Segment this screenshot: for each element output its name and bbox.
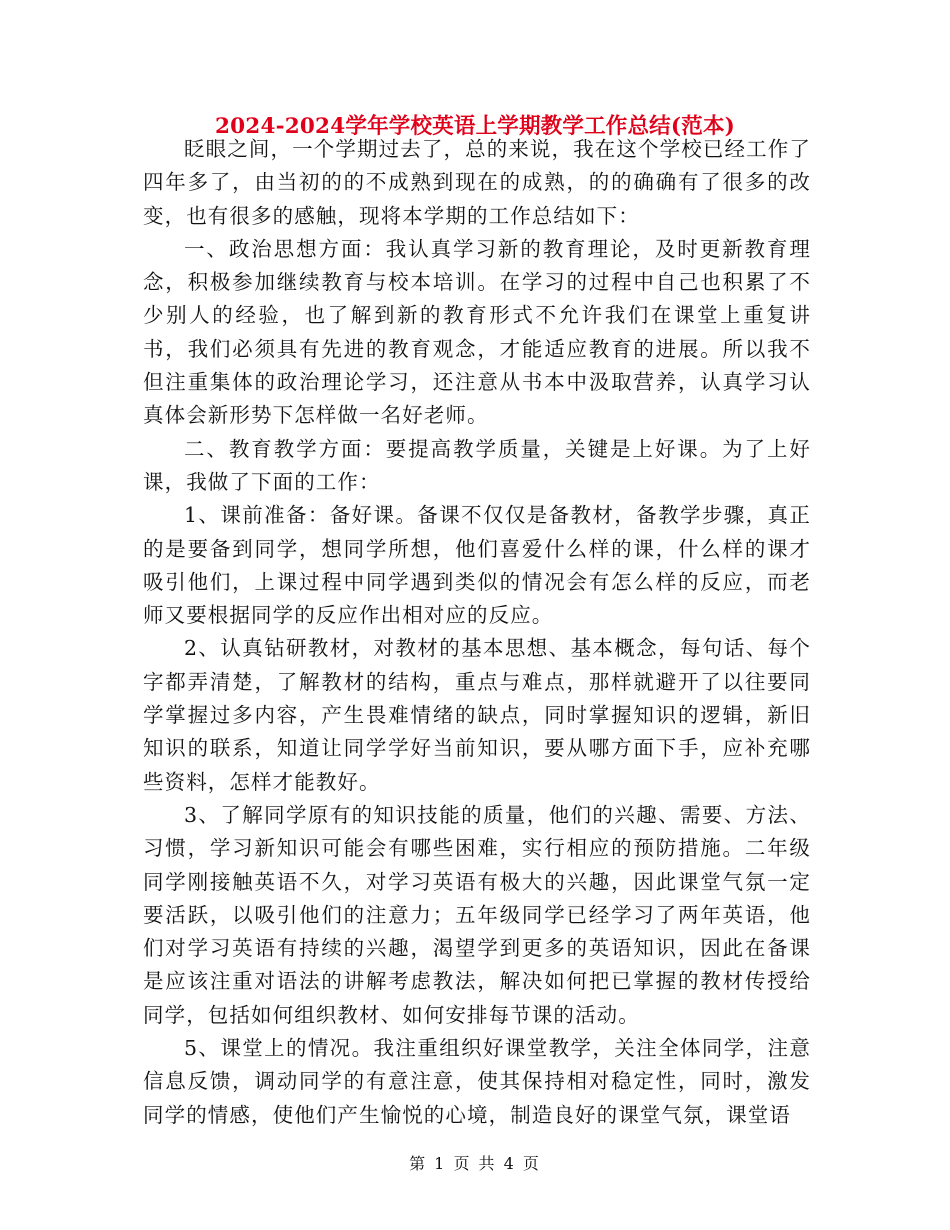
paragraph-study-materials: 2、认真钻研教材，对教材的基本思想、基本概念，每句话、每个字都弄清楚，了解教材的结构，重点与难点，那样就避开了以往要同学掌握过多内容，产生畏难情绪的缺点，同时掌握知识的逻辑，新旧知识的联系，知道让同学学好当前知识，要从哪方面下手，应补充哪些资料，怎样才能教好。	[143, 636, 811, 794]
paragraph-understand-students: 3、了解同学原有的知识技能的质量，他们的兴趣、需要、方法、习惯，学习新知识可能会有哪些困难，实行相应的预防措施。二年级同学刚接触英语不久，对学习英语有极大的兴趣，因此课堂气氛一定要活跃，以吸引他们的注意力；五年级同学已经学习了两年英语，他们对学习英语有持续的兴趣，渴望学到更多的英语知识，因此在备课是应该注重对语法的讲解考虑教法，解决如何把已掌握的教材传授给同学，包括如何组织教材、如何安排每节课的活动。	[143, 802, 811, 1027]
document-title: 2024-2024学年学校英语上学期教学工作总结(范本)	[214, 114, 736, 139]
paragraph-intro: 眨眼之间，一个学期过去了，总的来说，我在这个学校已经工作了四年多了，由当初的的不成熟到现在的成熟，的的确确有了很多的改变，也有很多的感触，现将本学期的工作总结如下：	[143, 137, 811, 228]
paragraph-teaching-overview: 二、教育教学方面：要提高教学质量，关键是上好课。为了上好课，我做了下面的工作：	[143, 436, 811, 494]
paragraph-political-thought: 一、政治思想方面：我认真学习新的教育理论，及时更新教育理念，积极参加继续教育与校本培训。在学习的过程中自己也积累了不少别人的经验，也了解到新的教育形式不允许我们在课堂上重复讲书，我们必须具有先进的教育观念，才能适应教育的进展。所以我不但注重集体的政治理论学习，还注意从书本中汲取营养，认真学习认真体会新形势下怎样做一名好老师。	[143, 236, 811, 428]
document-body	[143, 133, 811, 1132]
paragraph-lesson-preparation: 1、课前准备：备好课。备课不仅仅是备教材，备教学步骤，真正的是要备到同学，想同学所想，他们喜爱什么样的课，什么样的课才吸引他们，上课过程中同学遇到类似的情况会有怎么样的反应，而老师又要根据同学的反应作出相对应的反应。	[143, 503, 811, 628]
page-footer: 第 1 页 共 4 页	[409, 1154, 541, 1173]
paragraph-classroom-situation: 5、课堂上的情况。我注重组织好课堂教学，关注全体同学，注意信息反馈，调动同学的有意注意，使其保持相对稳定性，同时，激发同学的情感，使他们产生愉悦的心境，制造良好的课堂气氛，课堂语	[143, 1036, 811, 1127]
